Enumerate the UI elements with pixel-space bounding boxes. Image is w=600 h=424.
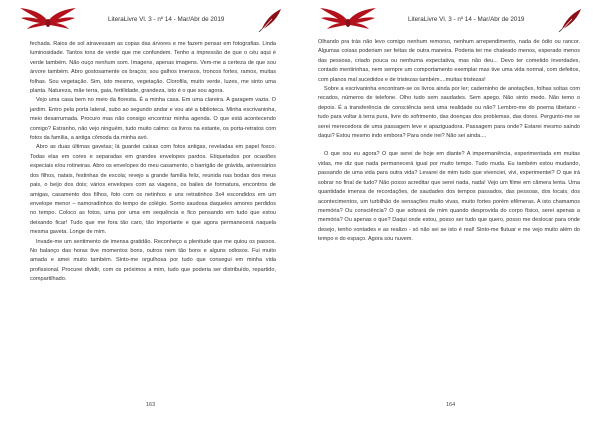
winged-logo-icon	[18, 5, 78, 35]
paragraph: Abro as duas últimas gavetas; lá guardei caixas com fotos antigas, reveladas em papel fosco. Todas elas em cores e separadas em grandes envelopes pardos. Etiquetados por ocasiões especiais e/ou rotineiras. Abro os envelopes do meu casamento, o barrigão de grávida, aniversários dos filhos, natais, festinhas de escola; revejo a grande família feliz, reunida nas bodas dos meus pais, o beijo dos dois; vários envelopes com as viagens, os bailes de formatura, encontros de amigas, casamento dos filhos, foto com os netinhos e uns retratinhos 3x4 escondidos em um envelope menor – namoradinhos do tempo de colégio. Sorrio saudosa daqueles amores perdidos no tempo. Coloco as fotos, uma por uma em sequência e fico pensando em tudo que estou deixando ficar! Tudo que me fora tão caro, tão importante e que agora permanecerá naquela mesma gaveta. Longe de mim.	[30, 144, 276, 236]
paragraph: Invade-me um sentimento de imensa gratidão. Reconheço a plenitude que me quiou os passos. No balanço das horas tive momentos bons, outros nem tão bons e alguns odiosos. Fui muito amada e amei muito também. Sinto-me orgulhosa por tudo que consegui em minha vida profissional. Procurei dividir, com os próximos a mim, tudo que poderia ser distribuído, repartido, compartilhado.	[30, 238, 276, 283]
quill-pen-icon	[557, 7, 583, 33]
paragraph: fechada. Raios de sol atravessam as copas das árvores e me fazem pensar em fotografias. Linda luminosidade. Tantos tons de verde que me confundem. Tenho a impressão de que o céu aqui é verde também. Não ouço nenhum som. Imagens, apenas imagens. Vem-me a certeza de que sou árvore também. Abro gostosamente os braços; sou galhos imensos, troncos fortes, ramos, muitas folhas. Sou vegetação. Sim, isto mesmo, vegetação. Clorofila, muito verde, luzes, me sinto uma planta. Natureza, mãe terra, gaia, fertilidade, grandeza, isto é o que sou agora.	[30, 41, 276, 95]
winged-logo-icon	[318, 5, 378, 35]
page-number: 163	[146, 402, 156, 408]
right-page-body	[318, 38, 580, 245]
page-number: 164	[446, 402, 456, 408]
quill-pen-icon	[257, 7, 283, 33]
paragraph: Vejo uma casa bem no meio da floresta. É a minha casa. Em uma clareira. A garagem vazia. O jardim. Entro pela porta lateral, subo ao segundo andar e vou até a biblioteca. Minha escrivaninha, meio desarrumada. Procuro mas não consigo encontrar minha agenda. O que está acontecendo comigo? Estranho, não vejo ninguém, tudo muito calmo: os livros na estante, os porta-retratos com fotos da família, a antiga cômoda da minha avó.	[30, 97, 276, 142]
paragraph: O que sou eu agora? O que serei de hoje em diante? A impermanência, experimentada em muitas vidas, me diz que nada permanecerá igual por muito tempo. Tudo muda. Eu também estou mudando, passando de uma vida para outra vida? Levarei de mim tudo que vivenciei, vivi, experimentei? O que irá sobrar no final de tudo? Não posso acreditar que serei nada, nada! Vejo um filme em câmera lenta. Uma quantidade imensa de recordações, de saudades dos tempos passados, das pessoas, dos locais, dos acontecimentos, um turbilhão de sensações muito vivas, muito fortes porém efêmeras. A isto chamamos memória? Ou consciência? O que sobrará de mim quando desprovida do corpo físico, serei apenas a memória? Ou apenas o que? Daqui onde estou, posso ser tudo que quero, posso me deslocar para onde desejo, tenho vontades e as realizo - só não sei se isto é real! Sinto-me flutuar e me vejo muito além do tempo e do espaço. Agora sou nuvem.	[318, 151, 580, 243]
right-page	[300, 0, 600, 424]
page-header	[0, 5, 300, 35]
paragraph: Olhando pra trás não levo comigo nenhum remorso, nenhum arrependimento, nada de ódio ou rancor. Algumas coisas poderiam ser feitas de outra maneira. Poderia ter me chateado menos, esperado menos das pessoas, criado pouca ou nenhuma expectativa, mas não deu... Devo ter cometido inverdades, contado mentirinhas, nem sempre um comportamento exemplar mas tive uma vida normal, com defeitos, com planos mal sucedidos e de tristezas também....muitas tristezas!	[318, 39, 580, 83]
left-page-body	[30, 40, 276, 285]
header-title: LiteraLivre Vl. 3 - nº 14 - Mar/Abr de 2019	[408, 16, 525, 23]
paragraph: Sobre a escrivaninha encontram-se os livros ainda por ler; caderninho de anotações, folhas soltas com recados, números de telefone. Olho tudo sem saudades. Sem apego. Não sinto medo. Não temo o depois. É a transferência de consciência será uma realidade ou não? Lembro-me do poema tibetano - tudo para voltar à terra pura, livre do sofrimento, das doenças dos problemas, das dores. Pergunto-me se serei merecedora de uma passagem leve e apaziguadora. Passagem para onde? Estarei mesmo saindo daqui? Estou mesmo indo embora? Para onde irei? Não sei ainda....	[318, 86, 580, 140]
page-header	[300, 5, 600, 35]
header-title: LiteraLivre Vl. 3 - nº 14 - Mar/Abr de 2019	[108, 16, 225, 23]
